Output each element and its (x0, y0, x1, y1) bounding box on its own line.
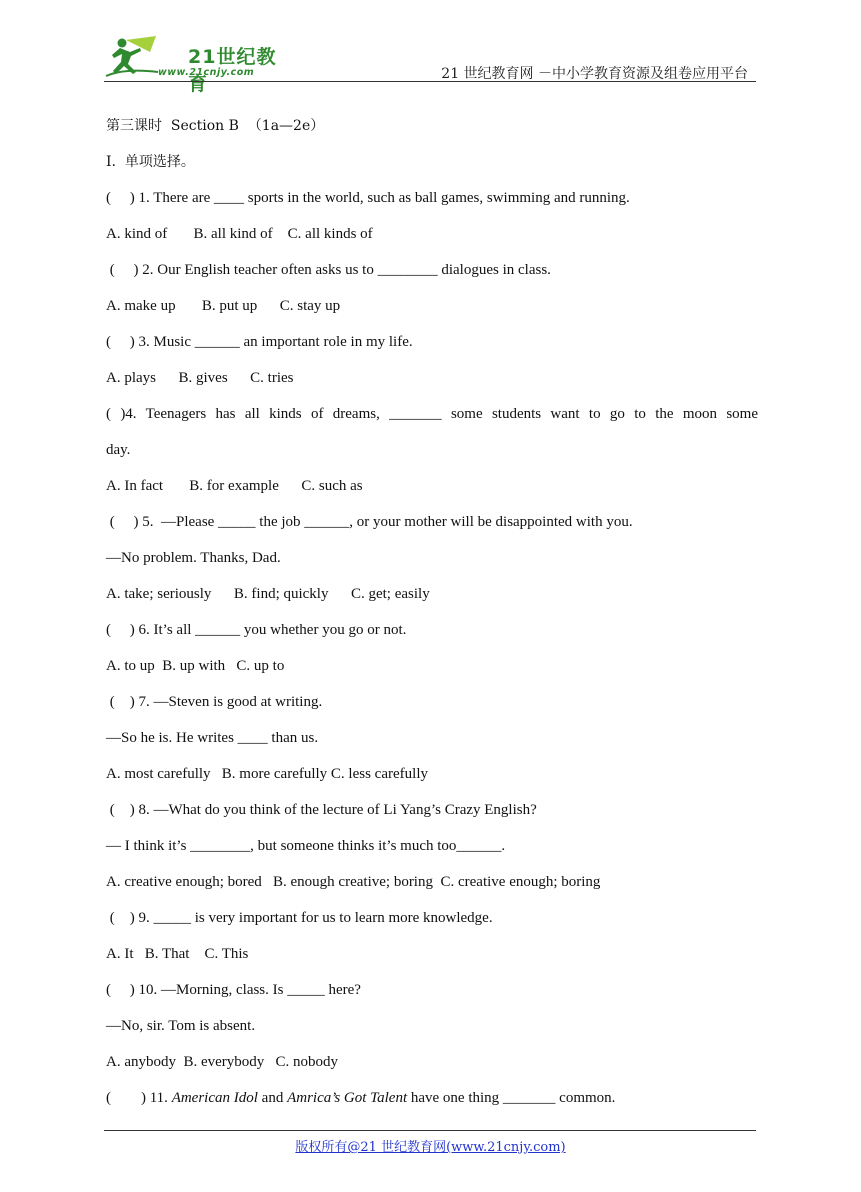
site-tagline: 21 世纪教育网 －中小学教育资源及组卷应用平台 (441, 66, 748, 82)
question-line: ( ) 5. —Please _____ the job ______, or your mother will be disappointed with you. (106, 514, 633, 530)
question-line: ( ) 3. Music ______ an important role in my life. (106, 334, 413, 350)
runner-logo-icon (104, 34, 160, 78)
page-footer (0, 1136, 861, 1156)
question-line: ( ) 1. There are ____ sports in the world, such as ball games, swimming and running. (106, 190, 630, 206)
footer-divider (104, 1130, 756, 1131)
question-line: ( ) 8. —What do you think of the lecture of Li Yang’s Crazy English? (106, 802, 537, 818)
options-line: A. take; seriously B. find; quickly C. get; easily (106, 586, 430, 602)
options-line: A. anybody B. everybody C. nobody (106, 1054, 339, 1070)
options-line: A. creative enough; bored B. enough creative; boring C. creative enough; boring (106, 874, 601, 890)
logo-brand-text: 21世纪教育 (188, 46, 277, 95)
options-line: A. kind of B. all kind of C. all kinds of (106, 226, 373, 242)
worksheet-body (106, 108, 758, 1116)
options-line: A. to up B. up with C. up to (106, 658, 285, 674)
options-line: A. plays B. gives C. tries (106, 370, 294, 386)
question-line: ( ) 7. —Steven is good at writing. (106, 694, 323, 710)
section-heading: I. 单项选择。 (106, 154, 195, 170)
question-line (106, 1080, 758, 1116)
question-line: ( ) 6. It’s all ______ you whether you go or not. (106, 622, 407, 638)
logo-url-text: www.21cnjy.com (158, 67, 255, 78)
lesson-title: 第三课时 Section B （1a—2e） (106, 118, 325, 134)
question-number: ( ) 11. (106, 1090, 172, 1106)
options-line: A. In fact B. for example C. such as (106, 478, 363, 494)
site-logo[interactable] (104, 30, 284, 95)
dialogue-line: —No problem. Thanks, Dad. (106, 550, 281, 566)
question-line: ( ) 2. Our English teacher often asks us to ________ dialogues in class. (106, 262, 551, 278)
question-line: ( ) 9. _____ is very important for us to learn more knowledge. (106, 910, 493, 926)
header-divider (104, 81, 756, 82)
show-title: Amrica’s Got Talent (287, 1090, 408, 1106)
options-line: A. make up B. put up C. stay up (106, 298, 341, 314)
options-line: A. most carefully B. more carefully C. less carefully (106, 766, 428, 782)
dialogue-line: —No, sir. Tom is absent. (106, 1018, 256, 1034)
question-line-continued: day. (106, 442, 131, 458)
show-title: American Idol (171, 1090, 258, 1106)
dialogue-line: —So he is. He writes ____ than us. (106, 730, 319, 746)
question-text: and (257, 1090, 288, 1106)
copyright-link[interactable]: 版权所有@21 世纪教育网(www.21cnjy.com) (295, 1140, 566, 1155)
question-text: have one thing _______ common. (407, 1090, 616, 1106)
page-header (104, 30, 756, 95)
options-line: A. It B. That C. This (106, 946, 249, 962)
dialogue-line: — I think it’s ________, but someone thinks it’s much too______. (106, 838, 506, 854)
question-line: ( )4. Teenagers has all kinds of dreams, _______ some students want to go to the moon some (106, 406, 758, 422)
question-line: ( ) 10. —Morning, class. Is _____ here? (106, 982, 361, 998)
